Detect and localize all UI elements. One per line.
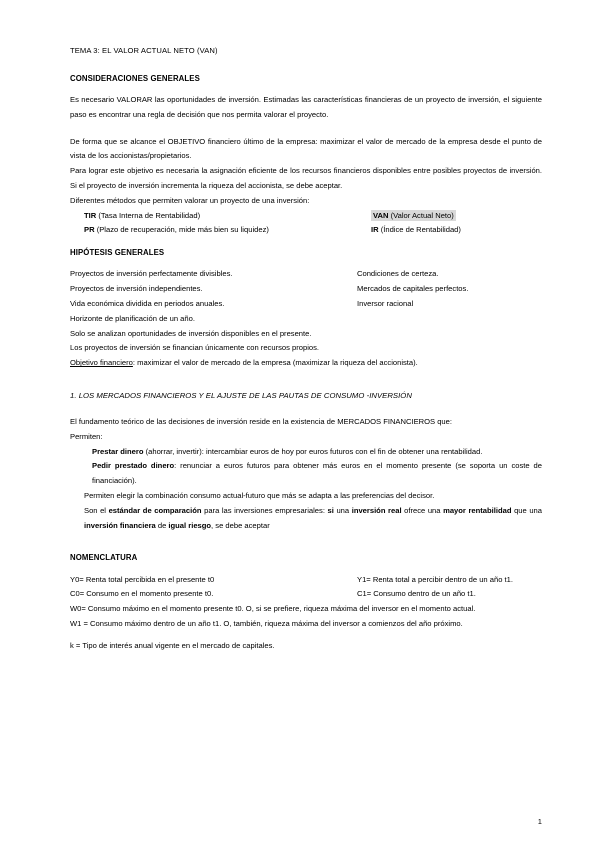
- mercados-p4-a: Son el: [84, 505, 109, 515]
- metodo-tir-desc: (Tasa Interna de Rentabilidad): [98, 210, 201, 220]
- mercados-p4-c: para las inversiones empresariales:: [201, 505, 328, 515]
- mercados-p4-l: igual riesgo: [168, 520, 212, 530]
- mercados-item-2-text: : renunciar a euros futuros para obtener más euros en el momento presente (se soporta un coste de financiación).: [92, 461, 542, 486]
- mercados-p4-b: estándar de comparación: [108, 505, 202, 515]
- hipotesis-row-1-right: Condiciones de certeza.: [357, 269, 439, 279]
- mercados-item-1-text: (ahorrar, invertir): intercambiar euros de hoy por euros futuros con el fin de obtener una rentabilidad.: [143, 446, 483, 456]
- mercados-p4-d: si: [327, 505, 334, 515]
- paragraph-mercados-2: Permiten:: [70, 431, 103, 441]
- hipotesis-row-1: [70, 267, 542, 282]
- nomenclatura-row-2: [70, 587, 542, 602]
- mercados-p4-g: ofrece una: [401, 505, 444, 515]
- paragraph-consideraciones-4: Diferentes métodos que permiten valorar un proyecto de una inversión:: [70, 195, 310, 205]
- metodo-pr-abbr: PR: [84, 225, 95, 235]
- mercados-item-2-label: Pedir prestado dinero: [92, 461, 175, 471]
- document-body: [70, 44, 542, 654]
- paragraph-hipotesis-3: [70, 356, 542, 371]
- nomenclatura-row-2-right: C1= Consumo dentro de un año t1.: [357, 589, 476, 599]
- objetivo-financiero-text: : maximizar el valor de mercado de la empresa (maximizar la riqueza del accionista).: [132, 358, 418, 368]
- paragraph-consideraciones-1: Es necesario VALORAR las oportunidades de inversión. Estimadas las características financieras de un proyecto de inversión, el siguiente paso es encontrar una regla de decisión que nos permita valorar el proyecto.: [70, 95, 542, 119]
- metodo-van-abbr: VAN: [373, 210, 389, 220]
- metodo-ir: [371, 223, 461, 238]
- mercados-p4-j: inversión financiera: [84, 520, 156, 530]
- metodo-van-desc: (Valor Actual Neto): [390, 210, 454, 220]
- metodo-pr: [84, 223, 371, 238]
- hipotesis-row-4-left: Horizonte de planificación de un año.: [70, 313, 195, 323]
- hipotesis-row-2: [70, 282, 542, 297]
- mercados-p4-i: que una: [511, 505, 542, 515]
- mercados-p4-f: inversión real: [351, 505, 402, 515]
- metodos-row-2: [70, 223, 542, 238]
- nomenclatura-row-1-right: Y1= Renta total a percibir dentro de un año t1.: [357, 574, 513, 584]
- hipotesis-row-1-left: Proyectos de inversión perfectamente divisibles.: [70, 269, 233, 279]
- metodo-van-highlight: [371, 210, 456, 221]
- paragraph-hipotesis-1: Solo se analizan oportunidades de inversión disponibles en el presente.: [70, 328, 312, 338]
- mercados-p4-h: mayor rentabilidad: [443, 505, 512, 515]
- hipotesis-row-3-right: Inversor racional: [357, 298, 414, 308]
- paragraph-mercados-1: El fundamento teórico de las decisiones de inversión reside en la existencia de MERCADOS FINANCIEROS que:: [70, 416, 452, 426]
- mercados-paragraph-3: Permiten elegir la combinación consumo actual-futuro que más se adapta a las preferencias del decisor.: [84, 490, 435, 500]
- nomenclatura-line-2: W1 = Consumo máximo dentro de un año t1. O, también, riqueza máxima del inversor a comienzos del año próximo.: [70, 618, 463, 628]
- nomenclatura-line-1: W0= Consumo máximo en el momento presente t0. O, si se prefiere, riqueza máxima del inversor en el momento actual.: [70, 604, 476, 614]
- paragraph-consideraciones-3: Para lograr este objetivo es necesaria la asignación eficiente de los recursos financieros disponibles entre posibles proyectos de inversión. Si el proyecto de inversión incrementa la riqueza del accionista, se debe aceptar.: [70, 166, 542, 190]
- heading-hipotesis-generales: HIPÓTESIS GENERALES: [70, 248, 165, 258]
- mercados-item-2: [70, 459, 542, 489]
- mercados-item-1: [70, 445, 542, 460]
- metodo-ir-abbr: IR: [371, 225, 379, 235]
- mercados-p4-e: una: [333, 505, 352, 515]
- hipotesis-row-4: [70, 312, 542, 327]
- heading-nomenclatura: NOMENCLATURA: [70, 553, 138, 563]
- mercados-paragraph-4: [70, 504, 542, 534]
- metodo-ir-desc: (Índice de Rentabilidad): [380, 225, 461, 235]
- paragraph-consideraciones-2: De forma que se alcance el OBJETIVO financiero último de la empresa: maximizar el valor de mercado de la empresa desde el punto de vista de los accionistas/propietarios.: [70, 136, 542, 161]
- metodo-tir: [84, 209, 371, 224]
- heading-consideraciones-generales: CONSIDERACIONES GENERALES: [70, 73, 200, 83]
- metodo-pr-desc: (Plazo de recuperación, mide más bien su liquidez): [96, 225, 269, 235]
- nomenclatura-row-2-left: C0= Consumo en el momento presente t0.: [70, 589, 214, 599]
- hipotesis-row-3-left: Vida económica dividida en periodos anuales.: [70, 298, 225, 308]
- hipotesis-row-4-right: [357, 312, 542, 327]
- document-title-text: TEMA 3: EL VALOR ACTUAL NETO (VAN): [70, 46, 218, 55]
- metodos-row-1: [70, 209, 542, 224]
- nomenclatura-row-1: [70, 573, 542, 588]
- nomenclatura-line-3: k = Tipo de interés anual vigente en el mercado de capitales.: [70, 640, 275, 650]
- hipotesis-row-2-right: Mercados de capitales perfectos.: [357, 284, 469, 294]
- page-number: 1: [537, 817, 542, 826]
- mercados-p4-k: de: [155, 520, 169, 530]
- metodo-tir-abbr: TIR: [84, 210, 97, 220]
- hipotesis-row-2-left: Proyectos de inversión independientes.: [70, 284, 203, 294]
- objetivo-financiero-label: Objetivo financiero: [70, 358, 133, 368]
- hipotesis-row-3: [70, 297, 542, 312]
- heading-mercados-financieros: 1. LOS MERCADOS FINANCIEROS Y EL AJUSTE DE LAS PAUTAS DE CONSUMO -INVERSIÓN: [70, 390, 412, 400]
- metodo-van: [371, 209, 456, 224]
- nomenclatura-row-1-left: Y0= Renta total percibida en el presente t0: [70, 574, 215, 584]
- paragraph-hipotesis-2: Los proyectos de inversión se financian únicamente con recursos propios.: [70, 343, 320, 353]
- document-title: [70, 44, 542, 59]
- mercados-item-1-label: Prestar dinero: [92, 446, 144, 456]
- mercados-p4-m: , se debe aceptar: [211, 520, 270, 530]
